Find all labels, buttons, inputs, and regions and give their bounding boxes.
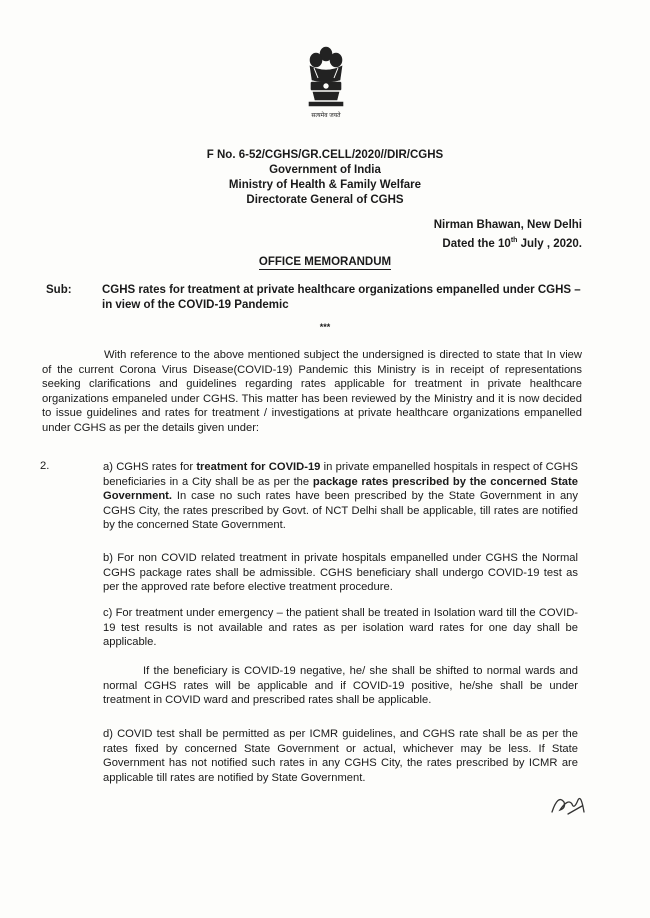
paragraph-d: d) COVID test shall be permitted as per ICMR guidelines, and CGHS rate shall be as per the rates fixed by concerned State Government or actual, whichever may be less. If State Government has not notified such rates in any CGHS City, the rates prescribed by ICMR are applicable till rates are notified by State Government.	[103, 728, 578, 784]
ashoka-emblem-icon	[302, 44, 350, 122]
para-a-text-3: In case no such rates have been prescribed by the State Government in any CGHS City, the rates prescribed by Govt. of NCT Delhi shall be applicable, till rates are notified by the concerned State Government.	[103, 490, 578, 531]
emblem-caption: सत्यमेव जयते	[311, 113, 341, 119]
intro-paragraph: With reference to the above mentioned subject the undersigned is directed to state that In view of the current Corona Virus Disease(COVID-19) Pandemic this Ministry is in receipt of representations seeking clarifications and guidelines regarding rates applicable for treatment in private healthcare organizations empaneled under CGHS. This matter has been reviewed by the Ministry and it is now decided to issue guidelines and rates for treatment / investigations at private healthcare organizations empanelled under CGHS as per the details given under:	[42, 349, 582, 434]
paragraph-number: 2.	[40, 460, 50, 472]
paragraph-c-continued: If the beneficiary is COVID-19 negative, he/ she shall be shifted to normal wards and normal CGHS rates will be applicable and if COVID-19 positive, he/she shall be under treatment in COVID ward and prescribed rates shall be applicable.	[103, 665, 578, 706]
emblem-graphic	[304, 44, 348, 110]
para-a-bold-1: treatment for COVID-19	[196, 461, 321, 473]
directorate-line: Directorate General of CGHS	[246, 194, 404, 206]
paragraph-a	[103, 460, 578, 533]
location: Nirman Bhawan, New Delhi	[433, 219, 582, 231]
memo-title-text: OFFICE MEMORANDUM	[258, 256, 392, 268]
paragraph-b: b) For non COVID related treatment in private hospitals empanelled under CGHS the Normal CGHS package rates shall be admissible. CGHS beneficiary shall undergo COVID-19 test as per the approved rate before elective treatment procedure.	[103, 552, 578, 593]
date-superscript: th	[510, 237, 518, 244]
separator: ***	[319, 322, 331, 332]
subject-block	[46, 283, 586, 313]
date-prefix: Dated the 10	[442, 237, 511, 250]
subject-label: Sub:	[46, 284, 72, 296]
place-date-block	[434, 218, 582, 252]
para-a-text-1: a) CGHS rates for	[103, 461, 197, 473]
subject-text: CGHS rates for treatment at private healthcare organizations empanelled under CGHS –in view of the COVID-19 Pandemic	[102, 284, 581, 311]
government-line: Government of India	[269, 164, 381, 176]
paragraph-c: c) For treatment under emergency – the patient shall be treated in Isolation ward till the COVID-19 test results is not available and rates as per isolation ward rates for one day shall be applicable.	[103, 607, 578, 648]
signature-graphic	[548, 790, 588, 820]
letter-header	[0, 148, 650, 208]
para-a-bold-2: package rates prescribed by the concerned State Government.	[103, 475, 578, 502]
handwritten-signature-icon	[548, 790, 588, 820]
memo-title	[0, 256, 650, 268]
date-suffix: July , 2020.	[517, 237, 582, 250]
ministry-line: Ministry of Health & Family Welfare	[228, 179, 422, 191]
date-line	[434, 233, 582, 252]
file-number: F No. 6-52/CGHS/GR.CELL/2020//DIR/CGHS	[206, 149, 444, 161]
para-a-text-2: in private empanelled hospitals in respect of CGHS beneficiaries in a City shall be as per the	[103, 461, 578, 488]
